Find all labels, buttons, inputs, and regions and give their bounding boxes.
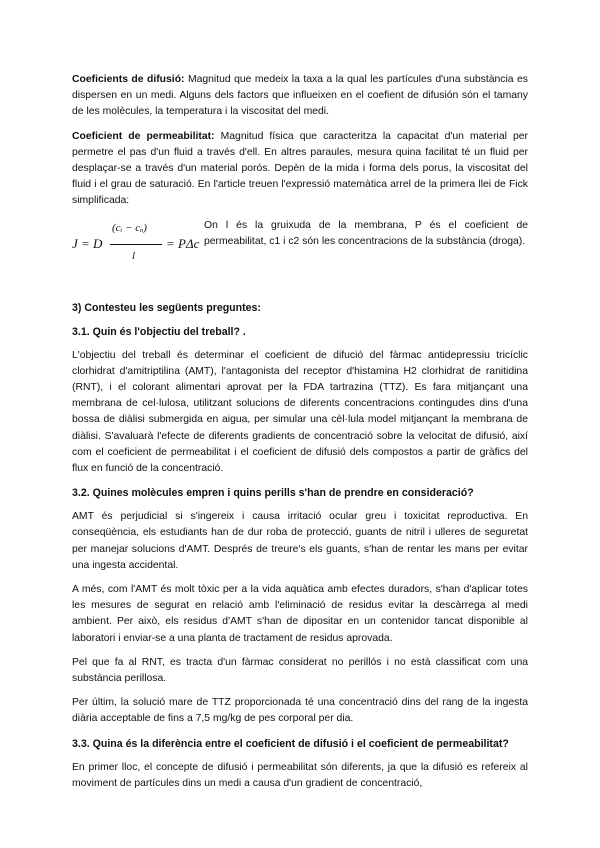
question-3-1-title: 3.1. Quin és l'objectiu del treball? .: [72, 325, 246, 338]
question-3-3-title: 3.3. Quina és la diferència entre el coeficient de difusió i el coeficient de permeabilitat?: [72, 737, 509, 750]
fick-formula: [72, 218, 204, 270]
formula-rhs: = PΔc: [166, 235, 200, 251]
formula-fraction-bar: [110, 244, 162, 245]
spacer: [72, 280, 528, 300]
paragraph-permeability-coefficient: [72, 129, 528, 210]
formula-numerator: (cᵢ − cₒ): [112, 221, 147, 234]
text-permeability-coefficient: Magnitud física que caracteritza la capacitat d'un material per permetre el pas d'un fluid a través d'ell. En altres paraules, mesura quina facilitat té un fluid per desplaçar-se a través d'un material porós. Depèn de la mida i forma dels porus, la viscositat del fluid i el grau de saturació. En l'article treuen l'expressió matemàtica arrel de la primera llei de Fick simplificada:: [72, 130, 528, 207]
formula-block: [72, 218, 528, 270]
question-3-2-paragraph-3: Pel que fa al RNT, es tracta d'un fàrmac considerat no perillós i no està classificat com una substància perillosa.: [72, 656, 528, 685]
term-permeability-coefficient: Coeficient de permeabilitat:: [72, 130, 215, 142]
question-3-2-paragraph-4: Per últim, la solució mare de TTZ proporcionada té una concentració dins del rang de la ingesta diària acceptable de fins a 7,5 mg/kg de pes corporal per dia.: [72, 697, 528, 725]
formula-description: On l és la gruixuda de la membrana, P és el coeficient de permeabilitat, c1 i c2 són les concentracions de la substància (droga).: [204, 219, 528, 247]
formula-denominator: l: [132, 249, 136, 262]
text-diffusion-coefficient: Magnitud que medeix la taxa a la qual les partícules d'una substància es dispersen en un medi. Alguns dels factors que influeixen en el coefient de difusión són el tamany de les molècules, la temperatura i la viscositat del medi.: [72, 74, 528, 118]
document-page: [72, 72, 528, 800]
question-3-2-title: 3.2. Quines molècules empren i quins perills s'han de prendre en consideració?: [72, 487, 474, 500]
formula-lhs: J = D: [72, 235, 103, 251]
paragraph-diffusion-coefficient: [72, 72, 528, 121]
question-3-2-paragraph-2: A més, com l'AMT és molt tòxic per a la vida aquàtica amb efectes duradors, s'han d'aplicar totes les mesures de segurat en relació amb l'eliminació de residus evitar la descàrrega al medi ambient. Per això, els residus d'AMT s'han de dipositar en un contenidor tancat disponible al laboratori i enviar-se a una planta de tractament de residus aprovada.: [72, 584, 528, 644]
question-3-3-answer: En primer lloc, el concepte de difusió i permeabilitat són diferents, ja que la difusió es refereix al moviment de partícules dins un medi a causa d'un gradient de concentració,: [72, 761, 528, 789]
question-3-2-paragraph-1: AMT és perjudicial si s'ingereix i causa irritació ocular greu i toxicitat reproductiva. En conseqüència, els estudiants han de dur roba de protecció, guants de nitril i ulleres de seguretat per manejar solucions d'AMT. Després de treure's els guants, s'han de rentar les mans per evitar una ingesta accidental.: [72, 511, 528, 571]
question-3-1-answer: L'objectiu del treball és determinar el coeficient de difució del fàrmac antidepressiu tricíclic clorhidrat d'amitriptilina (AMT), l'antagonista del receptor d'histamina H2 clorhidrat de ranitidina (RNT), i el colorant alimentari aprovat per la FDA tartrazina (TTZ). Es fara mitjançant una membrana de cel·lulosa, utilitzant solucions de diferents concentracions contingudes dins d'una bossa de diàlisi submergida en aigua, per simular una cèl·lula model mitjançant la membrana de diàlisi. S'avaluarà l'efecte de diferents gradients de concentració sobre la velocitat de difusió, així com el coeficient de permeabilitat i el coeficient de difusió dels compostos a partir de gràfics del flux en funció de la concentració.: [72, 349, 528, 475]
term-diffusion-coefficient: Coeficients de difusió:: [72, 74, 185, 85]
section-3-title: 3) Contesteu les següents preguntes:: [72, 301, 261, 314]
